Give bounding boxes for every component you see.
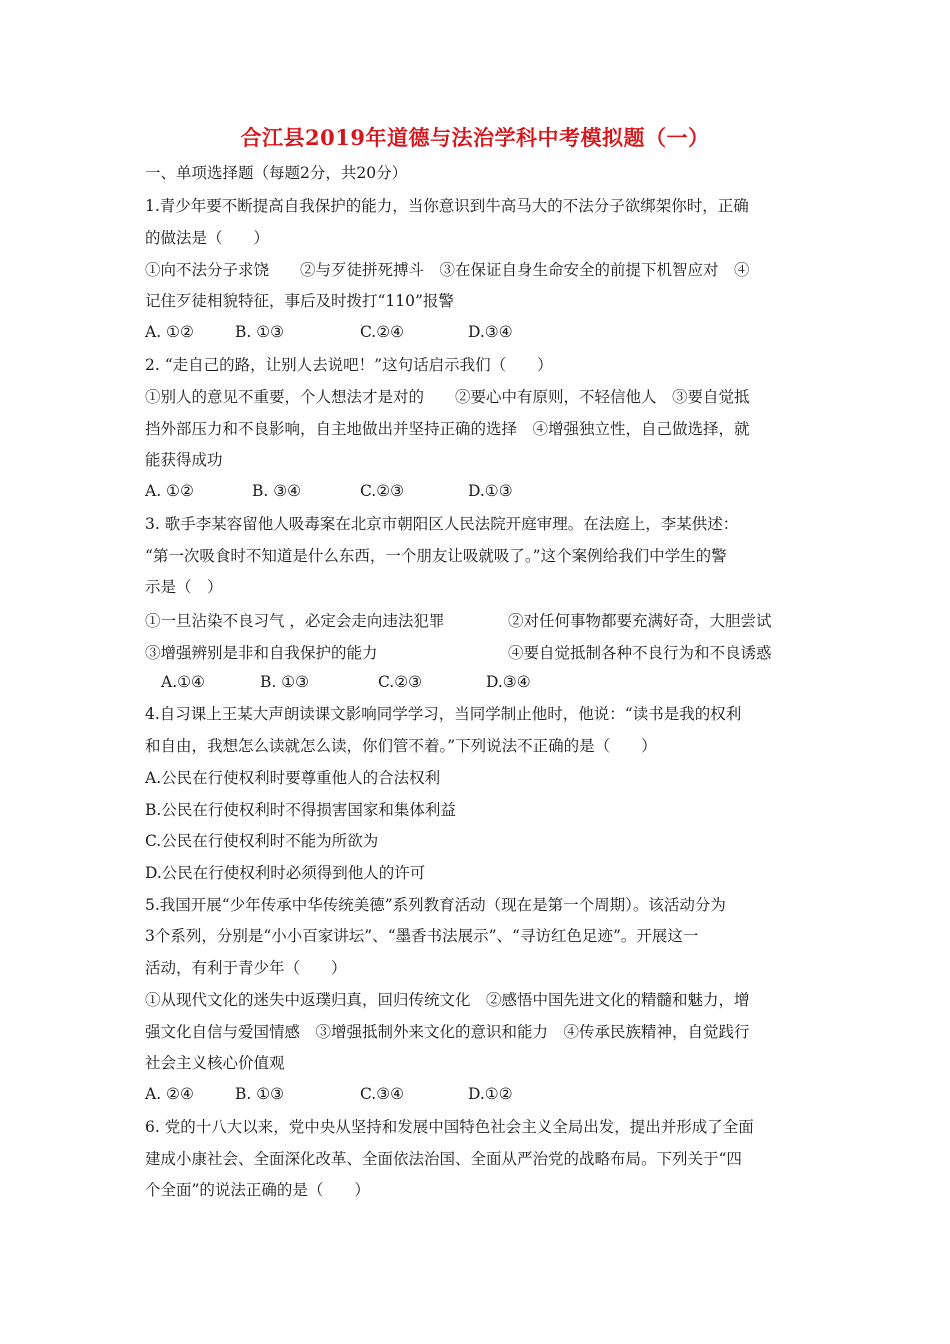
question-4-option-d: D.公民在行使权利时必须得到他人的许可	[145, 864, 426, 882]
option-b: B. ①③	[260, 673, 310, 691]
section-heading: 一、单项选择题（每题2分，共20分）	[145, 164, 408, 182]
question-5-line-4: ①从现代文化的迷失中返璞归真，回归传统文化 ②感悟中国先进文化的精髓和魅力，增	[145, 991, 750, 1009]
question-5-line-1: 5.我国开展“少年传承中华传统美德”系列教育活动（现在是第一个周期）。该活动分为	[145, 896, 726, 914]
option-a: A. ①②	[145, 323, 194, 341]
question-1-line-1: 1.青少年要不断提高自我保护的能力，当你意识到牛高马大的不法分子欲绑架你时，正确	[145, 197, 749, 215]
question-5-line-5: 强文化自信与爱国情感 ③增强抵制外来文化的意识和能力 ④传承民族精神，自觉践行	[145, 1023, 750, 1041]
question-5-line-2: 3个系列，分别是“小小百家讲坛”、“墨香书法展示”、“寻访红色足迹”。开展这一	[145, 927, 699, 945]
question-2-line-3: 挡外部压力和不良影响，自主地做出并坚持正确的选择 ④增强独立性，自己做选择，就	[145, 420, 750, 438]
question-4-line-1: 4.自习课上王某大声朗读课文影响同学学习，当同学制止他时，他说：“读书是我的权利	[145, 705, 742, 723]
option-a: A. ②④	[145, 1085, 194, 1103]
question-1-line-3: ①向不法分子求饶 ②与歹徒拼死搏斗 ③在保证自身生命安全的前提下机智应对 ④	[145, 261, 750, 279]
question-5-line-3: 活动，有利于青少年（ ）	[145, 959, 347, 977]
question-4-option-a: A.公民在行使权利时要尊重他人的合法权利	[145, 769, 441, 787]
question-1-line-4: 记住歹徒相貌特征，事后及时拨打“110”报警	[145, 292, 454, 310]
question-3-statement-3: ③增强辨别是非和自我保护的能力	[145, 644, 378, 662]
question-4-option-c: C.公民在行使权利时不能为所欲为	[145, 832, 379, 850]
option-c: C.②③	[360, 482, 405, 500]
question-3-statement-1: ①一旦沾染不良习气 ，必定会走向违法犯罪	[145, 612, 445, 630]
question-6-line-1: 6. 党的十八大以来，党中央从坚持和发展中国特色社会主义全局出发，提出并形成了全面	[145, 1118, 754, 1136]
option-c: C.②③	[378, 673, 423, 691]
option-d: D.③④	[486, 673, 531, 691]
option-c: C.③④	[360, 1085, 405, 1103]
question-3-line-2: “第一次吸食时不知道是什么东西，一个朋友让吸就吸了。”这个案例给我们中学生的警	[145, 547, 727, 565]
option-b: B. ①③	[235, 1085, 285, 1103]
option-d: D.①③	[468, 482, 513, 500]
option-a: A. ①②	[145, 482, 194, 500]
question-2-line-4: 能获得成功	[145, 451, 223, 469]
option-d: D.③④	[468, 323, 513, 341]
question-2-line-1: 2. “走自己的路，让别人去说吧！”这句话启示我们（ ）	[145, 356, 553, 374]
question-4-option-b: B.公民在行使权利时不得损害国家和集体利益	[145, 801, 456, 819]
question-2-line-2: ①别人的意见不重要，个人想法才是对的 ②要心中有原则，不轻信他人 ③要自觉抵	[145, 388, 750, 406]
option-c: C.②④	[360, 323, 405, 341]
question-5-line-6: 社会主义核心价值观	[145, 1054, 285, 1072]
option-a: A.①④	[161, 673, 205, 691]
option-b: B. ①③	[235, 323, 285, 341]
question-1-line-2: 的做法是（ ）	[145, 229, 270, 247]
question-3-statement-2: ②对任何事物都要充满好奇，大胆尝试	[508, 612, 772, 630]
question-4-line-2: 和自由，我想怎么读就怎么读，你们管不着。”下列说法不正确的是（ ）	[145, 737, 657, 755]
question-3-line-3: 示是（ ）	[145, 578, 223, 596]
page-title: 合江县2019年道德与法治学科中考模拟题（一）	[240, 125, 710, 150]
question-3-statement-4: ④要自觉抵制各种不良行为和不良诱惑	[508, 644, 772, 662]
option-b: B. ③④	[252, 482, 302, 500]
option-d: D.①②	[468, 1085, 513, 1103]
question-6-line-2: 建成小康社会、全面深化改革、全面依法治国、全面从严治党的战略布局。下列关于“四	[145, 1150, 742, 1168]
question-6-line-3: 个全面”的说法正确的是（ ）	[145, 1181, 370, 1199]
question-3-line-1: 3. 歌手李某容留他人吸毒案在北京市朝阳区人民法院开庭审理。在法庭上，李某供述：	[145, 515, 739, 533]
